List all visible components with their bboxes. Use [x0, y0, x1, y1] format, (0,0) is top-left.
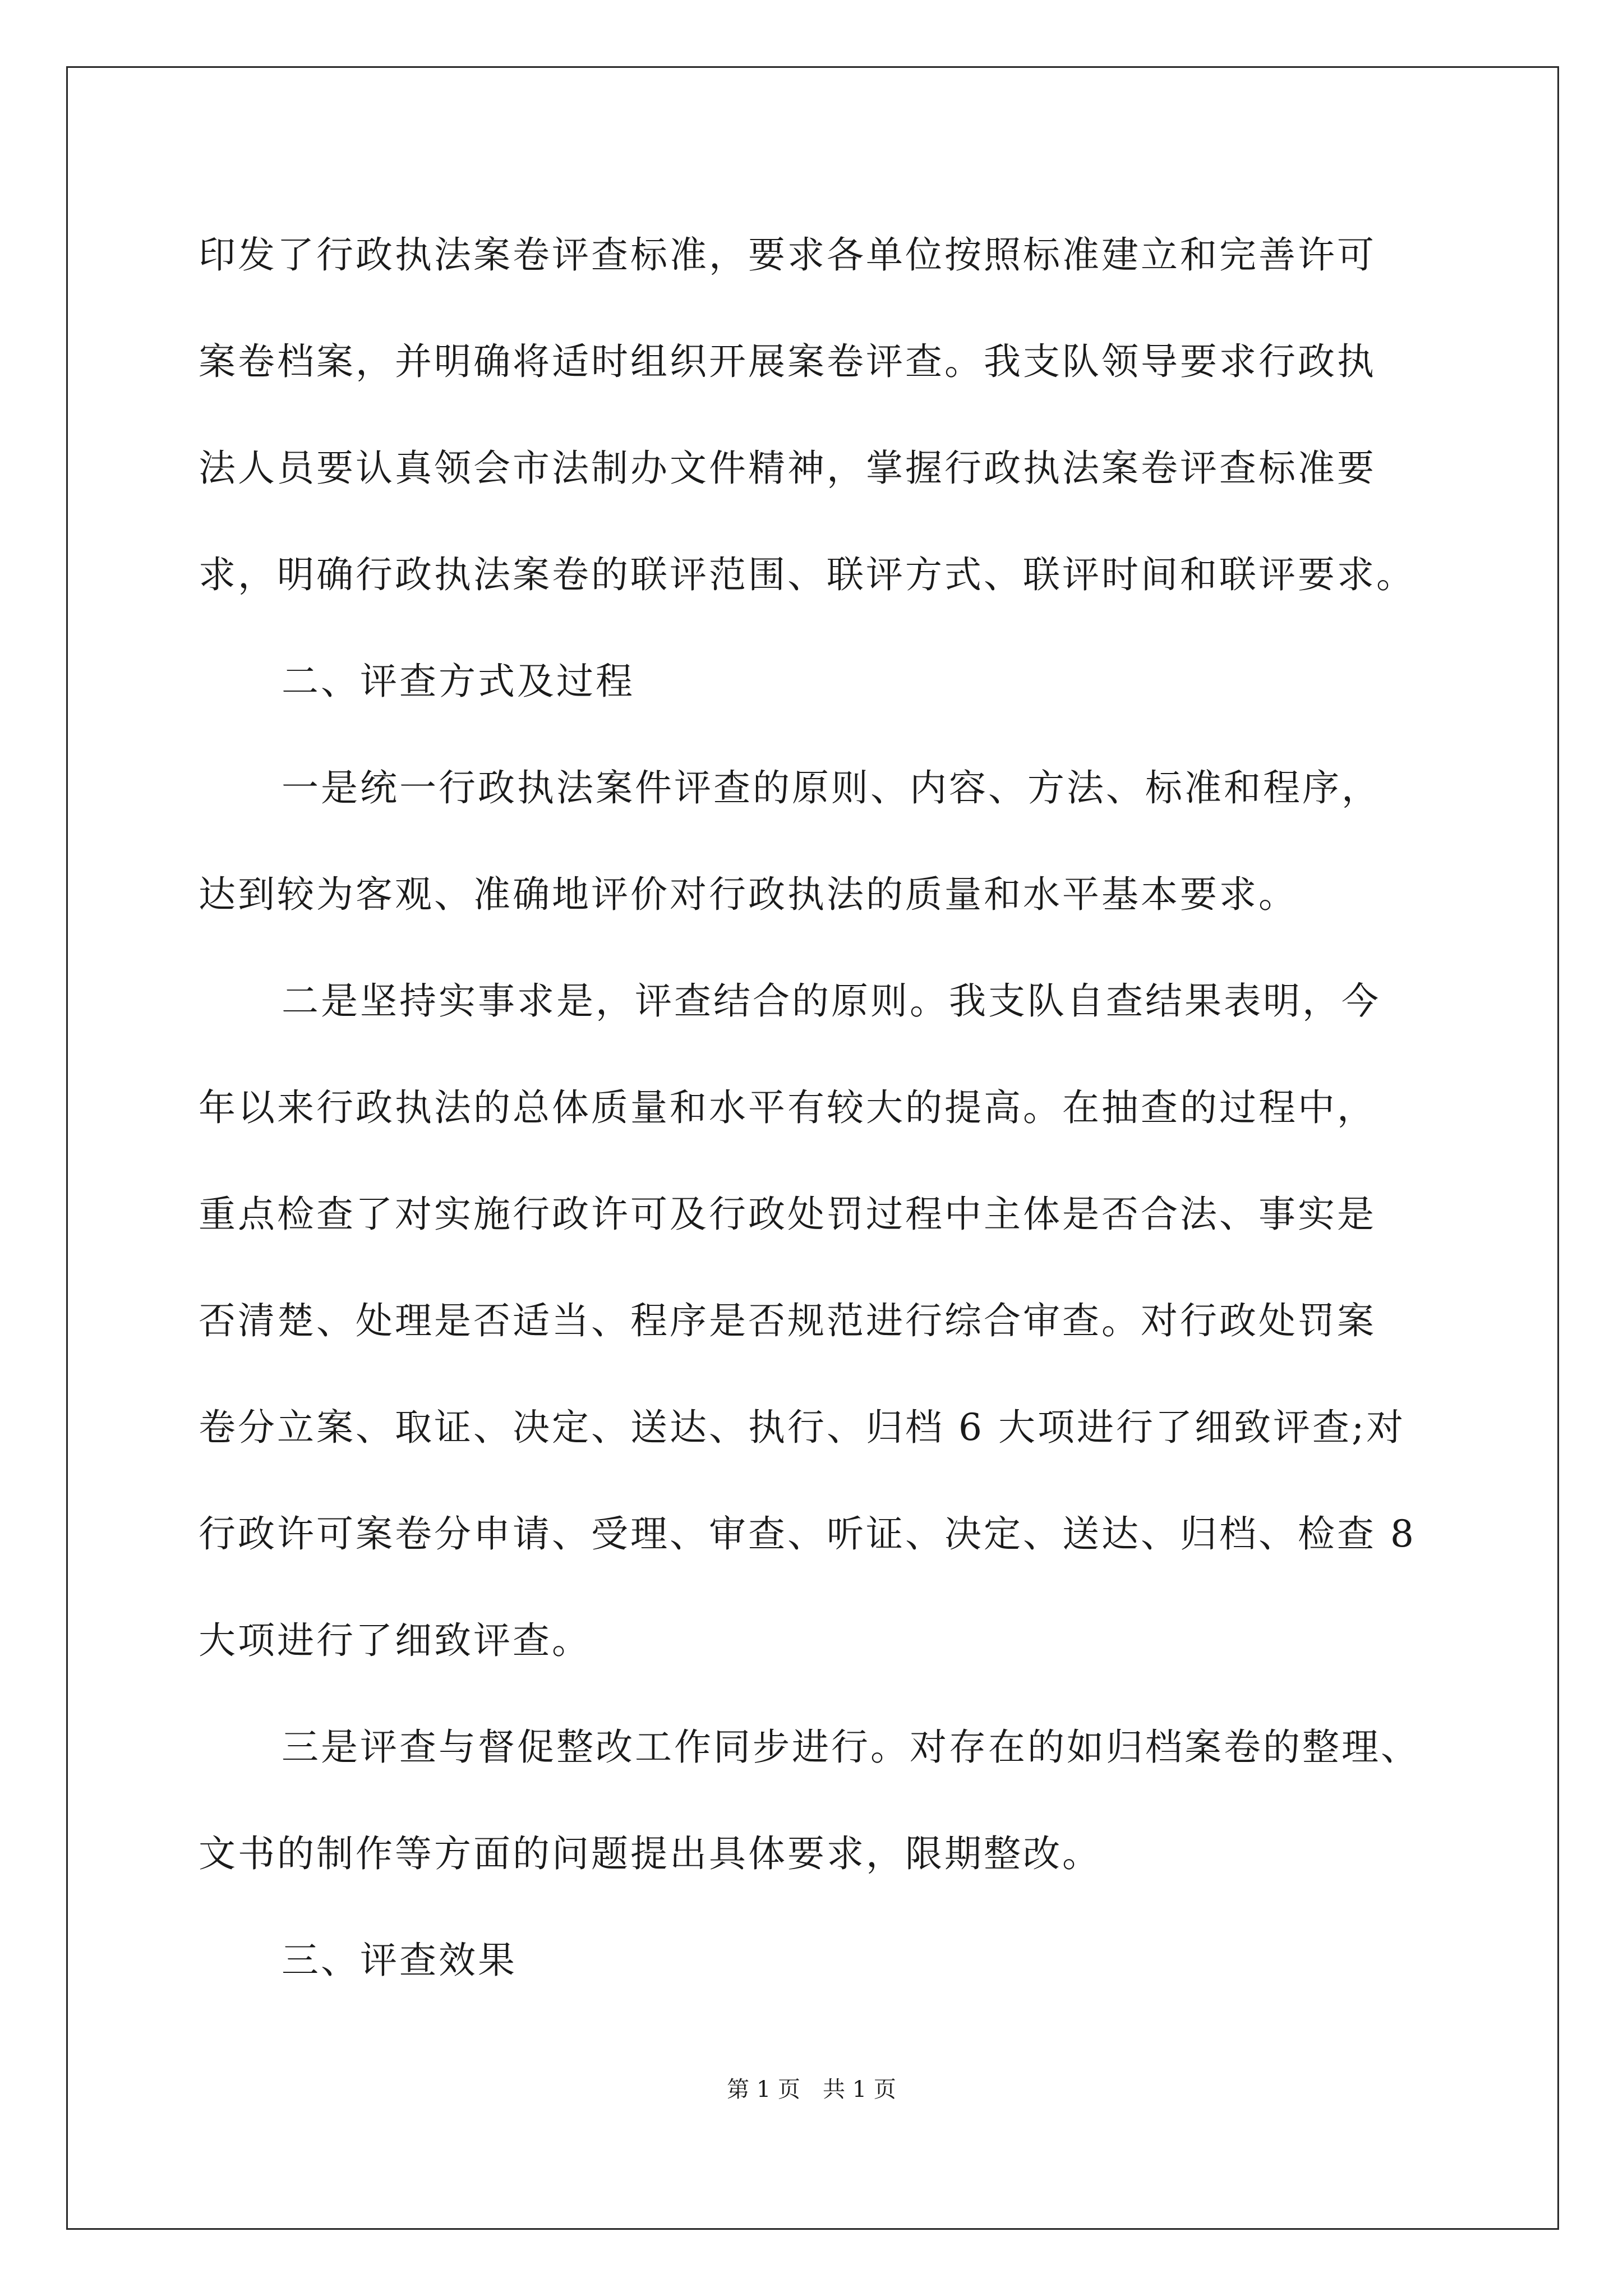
- text-line: 大项进行了细致评查。: [199, 1619, 591, 1662]
- text-line: 三是评查与督促整改工作同步进行。对存在的如归档案卷的整理、: [282, 1726, 1420, 1769]
- text-line: 案卷档案，并明确将适时组织开展案卷评查。我支队领导要求行政执: [199, 340, 1376, 383]
- section-heading: 三、评查效果: [282, 1939, 517, 1982]
- text-line: 二是坚持实事求是，评查结合的原则。我支队自查结果表明，今: [282, 979, 1381, 1023]
- text-line: 否清楚、处理是否适当、程序是否规范进行综合审查。对行政处罚案: [199, 1299, 1376, 1342]
- text-line: 年以来行政执法的总体质量和水平有较大的提高。在抽查的过程中，: [199, 1086, 1376, 1129]
- text-line: 重点检查了对实施行政许可及行政处罚过程中主体是否合法、事实是: [199, 1193, 1376, 1236]
- text-line: 法人员要认真领会市法制办文件精神，掌握行政执法案卷评查标准要: [199, 447, 1376, 490]
- text-line: 卷分立案、取证、决定、送达、执行、归档 6 大项进行了细致评查;对: [199, 1406, 1406, 1449]
- document-body: [199, 202, 1444, 2014]
- text-line: 达到较为客观、准确地评价对行政执法的质量和水平基本要求。: [199, 873, 1298, 916]
- text-line: 文书的制作等方面的问题提出具体要求，限期整改。: [199, 1832, 1101, 1875]
- section-heading: 二、评查方式及过程: [282, 660, 635, 703]
- page-number: 第 1 页 共 1 页: [727, 2077, 896, 2102]
- text-line: 行政许可案卷分申请、受理、审查、听证、决定、送达、归档、检查 8: [199, 1512, 1416, 1556]
- text-line: 求，明确行政执法案卷的联评范围、联评方式、联评时间和联评要求。: [199, 553, 1415, 596]
- text-line: 印发了行政执法案卷评查标准，要求各单位按照标准建立和完善许可: [199, 233, 1376, 277]
- text-line: 一是统一行政执法案件评查的原则、内容、方法、标准和程序，: [282, 766, 1381, 809]
